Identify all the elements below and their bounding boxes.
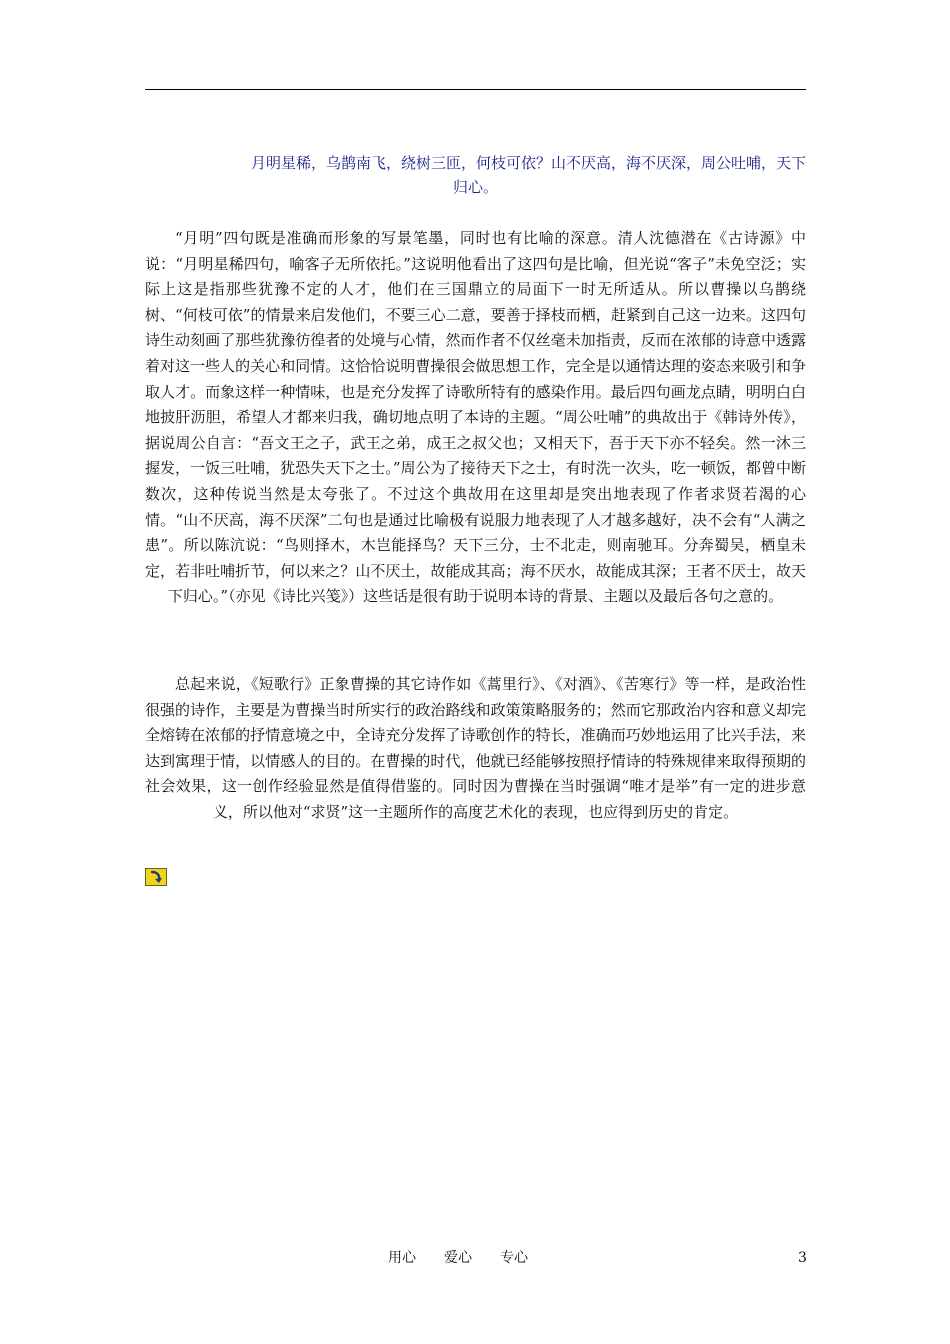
footer-motto [388, 1249, 556, 1267]
footer-motto-1: 用心 [388, 1250, 416, 1266]
footer-motto-3: 专心 [500, 1250, 528, 1266]
header-rule [145, 89, 806, 90]
poem-quote [145, 151, 806, 199]
body-paragraph-1: “月明”四句既是准确而形象的写景笔墨，同时也有比喻的深意。清人沈德潜在《古诗源》中说：“月明星稀四句，喻客子无所依托。”这说明他看出了这四句是比喻，但光说“客子”未免空泛；实际上这是指那些犹豫不定的人才，他们在三国鼎立的局面下一时无所适从。所以曹操以乌鹊绕树、“何枝可依”的情景来启发他们，不要三心二意，要善于择枝而栖，赶紧到自己这一边来。这四句诗生动刻画了那些犹豫彷徨者的处境与心情，然而作者不仅丝毫未加指责，反而在浓郁的诗意中透露着对这一些人的关心和同情。这恰恰说明曹操很会做思想工作，完全是以通情达理的姿态来吸引和争取人才。而象这样一种情味，也是充分发挥了诗歌所特有的感染作用。最后四句画龙点睛，明明白白地披肝沥胆，希望人才都来归我，确切地点明了本诗的主题。“周公吐哺”的典故出于《韩诗外传》，据说周公自言：“吾文王之子，武王之弟，成王之叔父也；又相天下，吾于天下亦不轻矣。然一沐三握发，一饭三吐哺，犹恐失天下之士。”周公为了接待天下之士，有时洗一次头，吃一顿饭，都曾中断数次，这种传说当然是太夸张了。不过这个典故用在这里却是突出地表现了作者求贤若渴的心情。“山不厌高，海不厌深”二句也是通过比喻极有说服力地表现了人才越多越好，决不会有“人满之患”。所以陈沆说：“鸟则择木，木岂能择鸟？天下三分，士不北走，则南驰耳。分奔蜀吴，栖皇未定，若非吐哺折节，何以来之？山不厌土，故能成其高；海不厌水，故能成其深；王者不厌士，故天下归心。”（亦见《诗比兴笺》）这些话是很有助于说明本诗的背景、主题以及最后各句之意的。 [145, 229, 806, 606]
body-paragraph-2: 总起来说，《短歌行》正象曹操的其它诗作如《蒿里行》、《对酒》、《苦寒行》等一样，是政治性很强的诗作，主要是为曹操当时所实行的政治路线和政策策略服务的；然而它那政治内容和意义却完全熔铸在浓郁的抒情意境之中，全诗充分发挥了诗歌创作的特长，准确而巧妙地运用了比兴手法，来达到寓理于情，以情感人的目的。在曹操的时代，他就已经能够按照抒情诗的特殊规律来取得预期的社会效果，这一创作经验显然是值得借鉴的。同时因为曹操在当时强调“唯才是举”有一定的进步意义，所以他对“求贤”这一主题所作的高度艺术化的表现，也应得到历史的肯定。 [145, 675, 806, 821]
poem-line-1: 月明星稀，乌鹊南飞，绕树三匝，何枝可依？山不厌高，海不厌深，周公吐哺，天下 [250, 154, 806, 172]
poem-line-2: 归心。 [452, 178, 498, 196]
footer-motto-2: 爱心 [444, 1250, 472, 1266]
page-number: 3 [798, 1250, 807, 1266]
return-arrow-icon[interactable] [145, 868, 167, 886]
